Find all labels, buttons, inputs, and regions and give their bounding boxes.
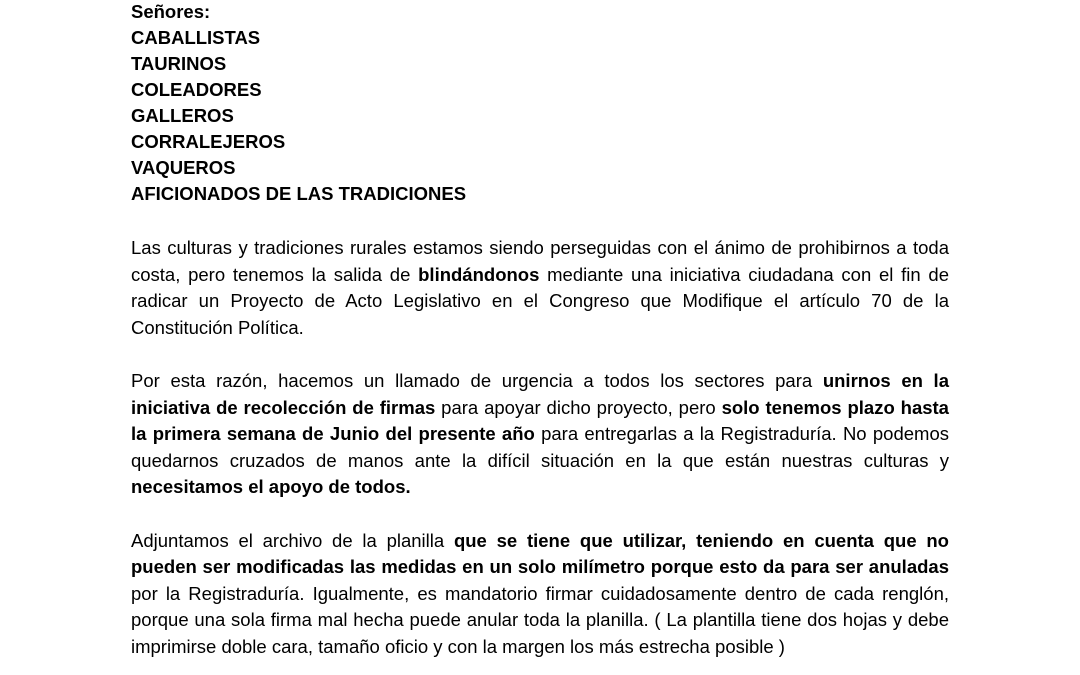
text-run: mediante una iniciativa ciudadana con el fin de radicar un Proyecto de Acto Legislativo en el Congreso que Modifique el artículo 70 de la Constitución Política. — [131, 263, 949, 338]
text-run: Las culturas y tradiciones rurales estamos siendo perseguidas con el ánimo de prohibirnos a toda costa, pero tenemos la salida de — [131, 237, 949, 285]
text-run: por la Registraduría. Igualmente, es mandatorio firmar cuidadosamente dentro de cada renglón, porque una sola firma mal hecha puede anular toda la planilla. ( La plantilla tiene dos hojas y debe imprimirse doble cara, tamaño oficio y con la margen los más estrecha posible ) — [131, 582, 949, 657]
recipient-line: CORRALEJEROS — [131, 131, 286, 152]
paragraph-instructions — [131, 528, 949, 661]
letter-page — [131, 0, 949, 660]
bold-run: necesitamos el apoyo de todos. — [131, 476, 411, 497]
bold-run: unirnos en la iniciativa de recolección de firmas — [131, 370, 949, 418]
paragraph-intro — [131, 235, 949, 341]
recipient-line: CABALLISTAS — [131, 27, 261, 48]
recipient-line: VAQUEROS — [131, 157, 236, 178]
paragraph-call-to-action — [131, 368, 949, 501]
recipient-line: TAURINOS — [131, 53, 227, 74]
bold-run: que se tiene que utilizar, teniendo en cuenta que no pueden ser modificadas las medidas en un solo milímetro porque esto da para ser anuladas — [131, 529, 949, 577]
recipient-line: AFICIONADOS DE LAS TRADICIONES — [131, 183, 467, 204]
bold-run: solo tenemos plazo hasta la primera semana de Junio del presente año — [131, 396, 949, 444]
text-run: Por esta razón, hacemos un llamado de urgencia a todos los sectores para — [131, 370, 823, 391]
recipient-line: COLEADORES — [131, 79, 262, 100]
text-run: para entregarlas a la Registraduría. No podemos quedarnos cruzados de manos ante la difícil situación en la que están nuestras culturas y — [131, 423, 949, 471]
text-run: Adjuntamos el archivo de la planilla — [131, 529, 454, 551]
bold-run: blindándonos — [418, 263, 540, 285]
recipient-line: GALLEROS — [131, 105, 234, 126]
addressee-block — [131, 0, 949, 207]
greeting: Señores: — [131, 1, 211, 22]
text-run: para apoyar dicho proyecto, pero — [435, 396, 722, 418]
